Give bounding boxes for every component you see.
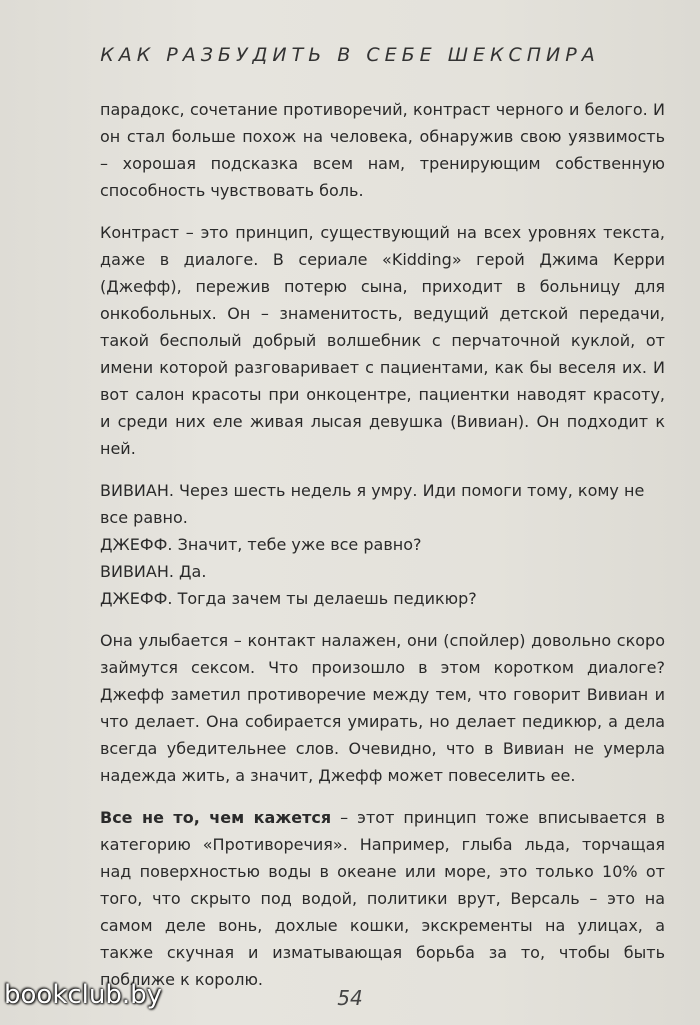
paragraph-4-rest: – этот принцип тоже вписывается в категорию «Противоречия». Например, глыба льда, торчащая над поверхностью воды в океане или море, это только 10% от того, что скрыто под водой, политики врут, Версаль – это на самом деле вонь, дохлые кошки, экскременты на улицах, а также скучная и изматывающая борьба за то, чтобы быть поближе к королю. <box>100 808 666 989</box>
paragraph-1: парадокс, сочетание противоречий, контраст черного и белого. И он стал больше похож на человека, обнаружив свою уязвимость – хорошая подсказка всем нам, тренирующим собственную способность чувствовать боль. <box>100 100 665 200</box>
dialogue-line: ДЖЕФФ. Тогда зачем ты делаешь педикюр? <box>100 589 477 608</box>
paragraph-4 <box>100 804 665 993</box>
dialogue-block <box>100 477 665 612</box>
paragraph-3: Она улыбается – контакт налажен, они (спойлер) довольно скоро займутся сексом. Что произошло в этом коротком диалоге? Джефф заметил противоречие между тем, что говорит Вивиан и что делает. Она собирается умирать, но делает педикюр, а дела всегда убедительнее слов. Очевидно, что в Вивиан не умерла надежда жить, а значит, Джефф может повеселить ее. <box>100 631 665 785</box>
dialogue-line: ВИВИАН. Да. <box>100 562 207 581</box>
page-number: 54 <box>337 986 363 1010</box>
dialogue-line: ДЖЕФФ. Значит, тебе уже все равно? <box>100 535 422 554</box>
running-head: КАК РАЗБУДИТЬ В СЕБЕ ШЕКСПИРА <box>100 44 600 66</box>
body-text <box>100 96 665 993</box>
watermark: bookclub.by <box>4 980 163 1010</box>
bold-phrase: Все не то, чем кажется <box>100 808 332 827</box>
dialogue-line: ВИВИАН. Через шесть недель я умру. Иди помоги тому, кому не все равно. <box>100 481 645 527</box>
paragraph-2: Контраст – это принцип, существующий на всех уровнях текста, даже в диалоге. В сериале «Kidding» герой Джима Керри (Джефф), пережив потерю сына, приходит в больницу для онкобольных. Он – знаменитость, ведущий детской передачи, такой бесполый добрый волшебник с перчаточной куклой, от имени которой разговаривает с пациентами, как бы веселя их. И вот салон красоты при онкоцентре, пациентки наводят красоту, и среди них еле живая лысая девушка (Вивиан). Он подходит к ней. <box>100 223 665 458</box>
